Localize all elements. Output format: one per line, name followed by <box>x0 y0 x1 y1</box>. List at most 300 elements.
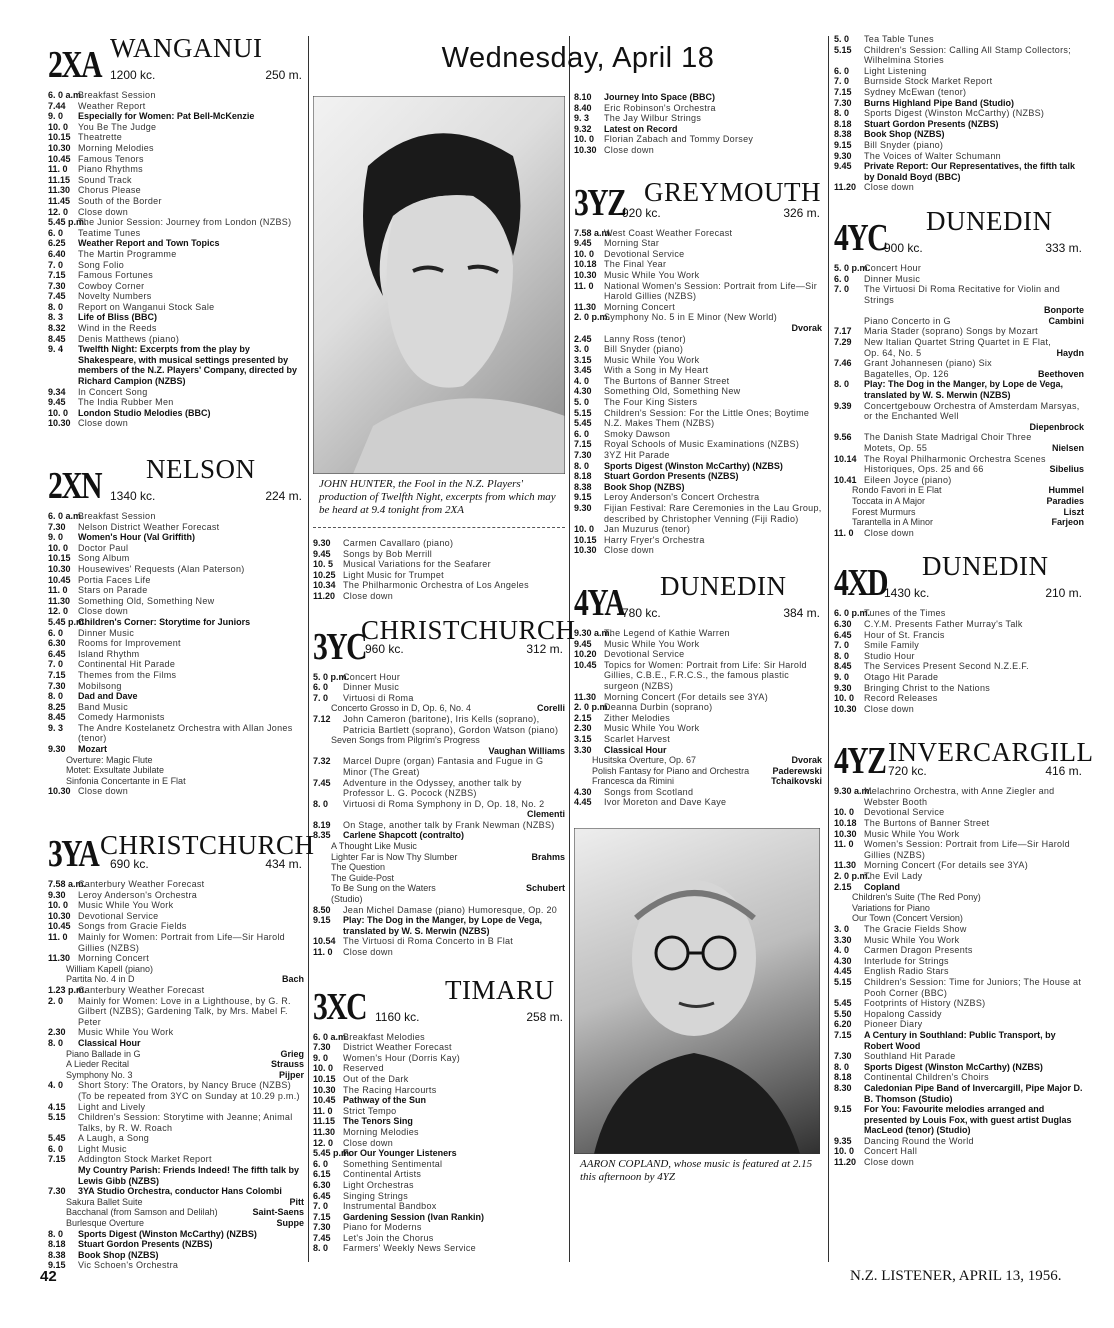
schedule-row <box>48 418 304 429</box>
schedule-row <box>48 185 304 196</box>
time: 5. 0 <box>574 397 590 408</box>
program: Journey Into Space (BBC) <box>604 92 716 102</box>
schedule-row <box>834 683 1084 694</box>
program: Lanny Ross (tenor) <box>604 333 686 344</box>
time: 6.45 <box>313 1190 331 1201</box>
time: 5.45 <box>48 1133 66 1144</box>
station-call: 4YA <box>574 581 625 624</box>
composer: Paderewski <box>772 765 822 776</box>
time: 11.15 <box>313 1116 336 1127</box>
program: South of the Border <box>78 195 162 206</box>
schedule-row <box>313 1212 565 1223</box>
time: 10. 0 <box>313 1063 334 1074</box>
station-m: 326 m. <box>783 205 820 220</box>
time: 10.45 <box>48 921 71 932</box>
station-call: 2XN <box>48 465 101 507</box>
schedule-row <box>48 143 304 154</box>
time: 11.30 <box>574 301 597 312</box>
program: Carmen Dragon Presents <box>864 945 973 956</box>
station-kc: 1340 kc. <box>110 489 156 503</box>
program: Mobilsong <box>78 680 122 691</box>
program-detail <box>48 1207 304 1218</box>
schedule-row <box>574 355 822 366</box>
detail-text: The Question <box>331 862 386 873</box>
schedule-row <box>574 145 822 156</box>
station-city: WANGANUI <box>110 33 263 63</box>
schedule-row <box>834 807 1084 818</box>
schedule-row <box>48 154 304 165</box>
schedule-row <box>48 953 304 964</box>
schedule-row <box>574 745 822 756</box>
schedule-row <box>48 702 304 713</box>
program: Famous Tenors <box>78 153 144 164</box>
program: Record Releases <box>864 693 938 704</box>
time: 11. 0 <box>313 1105 333 1116</box>
time: 2. 0 p.m. <box>574 702 611 713</box>
program: Addington Stock Market Report <box>78 1154 212 1165</box>
schedule-row <box>834 935 1084 946</box>
time: 10.30 <box>48 418 71 429</box>
time: 8.50 <box>313 904 331 915</box>
time: 10.45 <box>48 153 71 164</box>
program: Scarlet Harvest <box>604 733 671 744</box>
time: 8. 0 <box>48 1037 64 1048</box>
time <box>834 316 864 327</box>
program: Theatrette <box>78 132 123 143</box>
program: West Coast Weather Forecast <box>604 227 733 238</box>
station-header-4yz <box>834 730 1094 783</box>
time: 10.30 <box>574 269 597 280</box>
composer: Hummel <box>1048 485 1084 496</box>
schedule-2xa <box>48 90 304 429</box>
station-call: 4YZ <box>834 740 886 783</box>
program: The Virtuosi Di Roma Recitative for Violin and Strings <box>864 284 1061 305</box>
program: Gardening Session (Ivan Rankin) <box>343 1211 485 1222</box>
program: Novelty Numbers <box>78 291 152 302</box>
program: Close down <box>864 1157 915 1168</box>
time: 4.30 <box>574 386 592 397</box>
time: 8. 0 <box>313 798 329 809</box>
schedule-3ya-3 <box>48 1080 304 1197</box>
program-detail <box>48 1070 304 1081</box>
schedule-row <box>48 1165 304 1186</box>
schedule-row <box>48 522 304 533</box>
program: Song Album <box>78 553 130 564</box>
composer: Diepenbrock <box>1029 421 1084 432</box>
program: The Burtons of Banner Street <box>864 818 990 829</box>
detail-text: Forest Murmurs <box>852 506 916 517</box>
time: 8. 0 <box>313 1243 329 1254</box>
program: Book Shop (NZBS) <box>78 1249 159 1260</box>
schedule-row <box>313 905 565 916</box>
time: 10. 0 <box>48 121 69 132</box>
time: 9. 3 <box>48 722 64 733</box>
station-header-3yz <box>574 172 822 224</box>
program: Close down <box>604 144 655 155</box>
schedule-row <box>574 649 822 660</box>
schedule-row <box>574 365 822 376</box>
schedule-row <box>574 238 822 249</box>
program: Children's Session: Calling All Stamp Collectors; Wilhelmina Stories <box>864 44 1071 66</box>
time: 2.45 <box>574 333 592 344</box>
time: 8.18 <box>48 1239 66 1250</box>
schedule-row <box>834 871 1084 882</box>
program: Virtuosi di Roma Symphony in D, Op. 18, No. 2 <box>343 798 545 809</box>
program: Sports Digest (Winston McCarthy) (NZBS) <box>864 108 1045 119</box>
station-m: 416 m. <box>1045 764 1082 779</box>
time: 10. 0 <box>48 900 69 911</box>
program-detail <box>313 883 565 894</box>
time: 11. 0 <box>48 164 68 175</box>
time: 6.30 <box>313 1179 331 1190</box>
schedule-row <box>574 249 822 260</box>
program: In Concert Song <box>78 386 148 397</box>
time: 11.45 <box>48 195 71 206</box>
program: Short Story: The Orators, by Nancy Bruce (NZBS) (To be repeated from 3YC on Sunday at 10.29 p.m.) <box>78 1080 300 1101</box>
time: 10.41 <box>834 474 857 485</box>
time: 8. 0 <box>834 1061 850 1072</box>
program: District Weather Forecast <box>343 1042 452 1053</box>
schedule-row <box>313 1106 565 1117</box>
program: Concert Hall <box>864 1146 918 1157</box>
schedule-row <box>48 323 304 334</box>
program-detail <box>313 841 565 852</box>
program: For Our Younger Listeners <box>343 1148 457 1159</box>
program: Stuart Gordon Presents (NZBS) <box>604 471 739 482</box>
detail-list <box>48 1197 304 1229</box>
time: 6.15 <box>313 1169 331 1180</box>
time: 10.20 <box>574 649 597 660</box>
time: 10. 0 <box>574 248 595 259</box>
program-detail <box>48 1218 304 1229</box>
detail-text: Husitska Overture, Op. 67 <box>592 755 697 766</box>
program: Adventure in the Odyssey, another talk by Professor L. G. Pocock (NZBS) <box>343 777 522 799</box>
program-detail <box>48 964 304 975</box>
schedule-row <box>834 401 1084 422</box>
time: 10.15 <box>574 534 597 545</box>
time: 7. 0 <box>48 659 64 670</box>
schedule-row <box>48 1250 304 1261</box>
program: Topics for Women: Portrait from Life: Sir Harold Gillies, C.B.E., F.R.C.S., the famous plastic surgeon (NZBS) <box>604 659 807 691</box>
schedule-row <box>48 228 304 239</box>
station-kc: 960 kc. <box>365 641 404 656</box>
time: 3.45 <box>574 365 592 376</box>
schedule-row <box>574 723 822 734</box>
time: 4.45 <box>574 797 592 808</box>
program: Breakfast Melodies <box>343 1031 425 1042</box>
program: Vic Schoen's Orchestra <box>78 1260 179 1271</box>
schedule-row <box>574 302 822 313</box>
time: 7.30 <box>48 1186 66 1197</box>
program: Let's Join the Chorus <box>343 1232 434 1243</box>
time: 9.15 <box>834 139 852 150</box>
time: 6. 0 <box>48 1143 64 1154</box>
detail-list <box>313 841 565 905</box>
program: The Final Year <box>604 259 667 270</box>
schedule-row <box>48 744 304 755</box>
schedule-row <box>313 1201 565 1212</box>
program: Book Shop (NZBS) <box>864 129 945 140</box>
time: 6.25 <box>48 238 66 249</box>
composer: Farjeon <box>1051 517 1084 528</box>
schedule-row <box>834 284 1084 305</box>
schedule-row <box>48 670 304 681</box>
schedule-row <box>48 691 304 702</box>
program: Women's Hour (Val Griffith) <box>78 532 195 543</box>
program: Music While You Work <box>604 723 700 734</box>
time: 9. 3 <box>574 113 590 124</box>
program: Morning Melodies <box>343 1126 419 1137</box>
schedule-row <box>574 503 822 524</box>
program: The Royal Philharmonic Orchestra Scenes Historiques, Ops. 25 and 66 <box>864 453 1046 475</box>
program: 3YZ Hit Parade <box>604 450 670 461</box>
schedule-row <box>48 985 304 996</box>
schedule-row <box>313 1074 565 1085</box>
schedule-row <box>313 1233 565 1244</box>
time: 2. 0 <box>48 995 64 1006</box>
time: 10.30 <box>574 545 597 556</box>
time: 8.45 <box>48 333 66 344</box>
program: Close down <box>604 545 655 556</box>
time: 6.30 <box>834 618 852 629</box>
program: New Italian Quartet String Quartet in E Flat, Op. 64, No. 5 <box>864 337 1052 358</box>
program: Latest on Record <box>604 123 678 134</box>
detail-text: Partita No. 4 in D <box>66 974 135 985</box>
program: Children's Session: For the Little Ones; Boytime <box>604 407 810 418</box>
time: 8.19 <box>313 819 331 830</box>
time: 11.20 <box>834 1157 857 1168</box>
program: Music While You Work <box>78 1027 174 1038</box>
program: Portia Faces Life <box>78 574 151 585</box>
schedule-row <box>834 454 1084 475</box>
program: The Philharmonic Orchestra of Los Angeles <box>343 580 529 591</box>
time: 7.45 <box>48 291 66 302</box>
program: Hopalong Cassidy <box>864 1008 942 1019</box>
time: 9. 0 <box>48 111 64 122</box>
schedule-row <box>48 575 304 586</box>
time: 10. 0 <box>834 693 855 704</box>
schedule-row <box>48 681 304 692</box>
time: 11.30 <box>574 691 597 702</box>
schedule-row <box>313 1243 565 1254</box>
program: Morning Concert (For details see 3YA) <box>864 860 1028 871</box>
program: The Evil Lady <box>864 871 923 882</box>
program: John Cameron (baritone), Iris Kells (soprano), Patricia Bartlett (soprano), Gordon Watson (piano) <box>343 713 559 735</box>
program: Close down <box>78 606 129 617</box>
time: 10. 0 <box>574 524 595 535</box>
time: 2. 0 p.m. <box>574 312 611 323</box>
time: 8.45 <box>834 661 852 672</box>
schedule-row <box>834 1009 1084 1020</box>
schedule-row <box>834 608 1084 619</box>
time: 11. 0 <box>834 839 854 850</box>
program: Marcel Dupre (organ) Fantasia and Fugue in G Minor (The Great) <box>343 756 544 777</box>
schedule-row <box>834 966 1084 977</box>
time: 8. 0 <box>834 379 850 390</box>
program: Continental Hit Parade <box>78 659 176 670</box>
program: The Gracie Fields Show <box>864 924 967 934</box>
schedule-row <box>48 397 304 408</box>
schedule-row <box>574 545 822 556</box>
program: Devotional Service <box>604 248 685 259</box>
program: English Radio Stars <box>864 966 949 977</box>
time: 8.38 <box>48 1249 66 1260</box>
schedule-row <box>834 640 1084 651</box>
time: 7.15 <box>48 1154 66 1165</box>
program: Jean Michel Damase (piano) Humoresque, Op. 20 <box>343 904 558 915</box>
detail-text: To Be Sung on the Waters <box>331 883 436 894</box>
schedule-row <box>834 34 1084 45</box>
schedule-row <box>574 92 822 103</box>
schedule-row <box>313 538 565 549</box>
schedule-row <box>48 217 304 228</box>
program-detail: Children's Suite (The Red Pony) <box>852 892 981 903</box>
time: 10.30 <box>834 828 857 839</box>
station-header-3xc <box>313 976 565 1028</box>
schedule-row <box>313 591 565 602</box>
program: Play: The Dog in the Manger, by Lope de Vega, translated by W. S. Merwin (NZBS) <box>343 915 543 936</box>
schedule-row <box>834 305 1084 316</box>
program: Music While You Work <box>78 900 174 911</box>
time: 10.25 <box>313 569 336 580</box>
time: 8.18 <box>834 118 852 129</box>
schedule-3yc-4 <box>313 820 565 841</box>
program: Close down <box>343 1137 394 1148</box>
schedule-row <box>834 1146 1084 1157</box>
schedule-row <box>834 704 1084 715</box>
schedule-row <box>313 1169 565 1180</box>
schedule-row <box>574 482 822 493</box>
schedule-row <box>834 839 1084 860</box>
time: 7.58 a.m. <box>48 879 87 890</box>
schedule-row <box>48 585 304 596</box>
time: 9.35 <box>834 1135 852 1146</box>
station-kc: 920 kc. <box>622 205 661 220</box>
time: 8. 3 <box>48 312 64 323</box>
program: Music While You Work <box>604 354 700 365</box>
detail-text: A Lieder Recital <box>66 1059 130 1070</box>
time: 9. 0 <box>313 1052 329 1063</box>
program: Fijian Festival: Rare Ceremonies in the Lau Group, described by Christopher Venning (Fiji Radio) <box>604 503 822 524</box>
time: 1.23 p.m. <box>48 984 87 995</box>
program: Dinner Music <box>78 627 135 638</box>
portrait-icon <box>574 828 820 1154</box>
program: The Andre Kostelanetz Orchestra with Allan Jones (tenor) <box>78 722 293 744</box>
time: 7.46 <box>834 358 852 369</box>
time: 9.15 <box>834 1104 852 1115</box>
program: Play: The Dog in the Manger, by Lope de Vega, translated by W. S. Merwin (NZBS) <box>864 379 1064 401</box>
schedule-row <box>48 1112 304 1133</box>
program <box>864 305 1044 316</box>
station-call: 3XC <box>313 985 366 1028</box>
time: 7.32 <box>313 756 331 767</box>
time: 4.45 <box>834 966 852 977</box>
schedule-row <box>48 1154 304 1165</box>
schedule-row <box>574 429 822 440</box>
schedule-row <box>48 1260 304 1271</box>
station-call: 4XD <box>834 562 887 605</box>
program: Dinner Music <box>864 273 921 284</box>
time: 7.15 <box>574 439 592 450</box>
time: 11. 0 <box>48 585 68 596</box>
schedule-row <box>574 628 822 639</box>
time: 5.45 <box>574 418 592 429</box>
schedule-row <box>834 998 1084 1009</box>
time: 6. 0 <box>48 627 64 638</box>
composer: Schubert <box>525 883 565 894</box>
schedule-row <box>48 408 304 419</box>
station-m: 224 m. <box>265 489 302 503</box>
program: Mainly for Women: Love in a Lighthouse, by G. R. Gilbert (NZBS); Gardening Talk, by Mrs. Mabel F. Peter <box>78 995 291 1027</box>
time: 6.20 <box>834 1019 852 1030</box>
schedule-row <box>574 259 822 270</box>
time: 6. 0 <box>313 1158 329 1169</box>
program: N.Z. Makes Them (NZBS) <box>604 418 715 429</box>
schedule-row <box>48 238 304 249</box>
program: Concert Hour <box>864 262 922 273</box>
schedule-row <box>834 263 1084 274</box>
time: 5.15 <box>834 44 852 55</box>
schedule-row <box>48 270 304 281</box>
program: Teatime Tunes <box>78 227 141 238</box>
schedule-row <box>574 103 822 114</box>
station-city: DUNEDIN <box>926 205 1053 236</box>
program-detail <box>313 703 565 714</box>
program: Something Old, Something New <box>78 595 215 606</box>
program-detail <box>48 1049 304 1060</box>
schedule-4ya-2 <box>574 787 822 808</box>
station-header-2xn <box>48 455 304 507</box>
time: 11.20 <box>834 182 857 193</box>
time: 7. 0 <box>834 640 850 651</box>
time <box>834 305 864 316</box>
composer: Tchaikovski <box>771 776 822 787</box>
program: C.Y.M. Presents Father Murray's Talk <box>864 618 1023 629</box>
station-kc: 900 kc. <box>884 240 923 255</box>
time: 5.45 p.m. <box>313 1148 352 1159</box>
time: 7.15 <box>313 1211 331 1222</box>
program: Sports Digest (Winston McCarthy) (NZBS) <box>78 1228 257 1239</box>
program: Denis Matthews (piano) <box>78 333 180 344</box>
schedule-row <box>48 911 304 922</box>
schedule-row <box>48 1239 304 1250</box>
schedule-row <box>834 786 1084 807</box>
schedule-row <box>834 45 1084 66</box>
time: 9.45 <box>574 238 592 249</box>
program: Grant Johannesen (piano) Six Bagatelles, Op. 126 <box>864 358 992 379</box>
program: The Racing Harcourts <box>343 1084 437 1095</box>
schedule-row <box>574 124 822 135</box>
program: Carlene Shapcott (contralto) <box>343 830 465 841</box>
time: 12. 0 <box>313 1137 334 1148</box>
schedule-row <box>574 270 822 281</box>
schedule-row <box>313 936 565 947</box>
schedule-row <box>313 1222 565 1233</box>
program: Piano Concerto in G <box>864 315 951 326</box>
time: 9. 0 <box>834 671 850 682</box>
program: Island Rhythm <box>78 648 140 659</box>
program: Sound Track <box>78 174 132 185</box>
time: 6.30 <box>48 638 66 649</box>
program: Songs by Bob Merrill <box>343 548 433 559</box>
schedule-row <box>48 1080 304 1101</box>
schedule-row <box>834 358 1084 379</box>
schedule-row <box>834 379 1084 400</box>
station-header-2xa <box>48 34 304 86</box>
schedule-3yz-2 <box>574 334 822 556</box>
program: Women's Hour (Dorris Kay) <box>343 1052 461 1063</box>
schedule-row <box>574 418 822 429</box>
